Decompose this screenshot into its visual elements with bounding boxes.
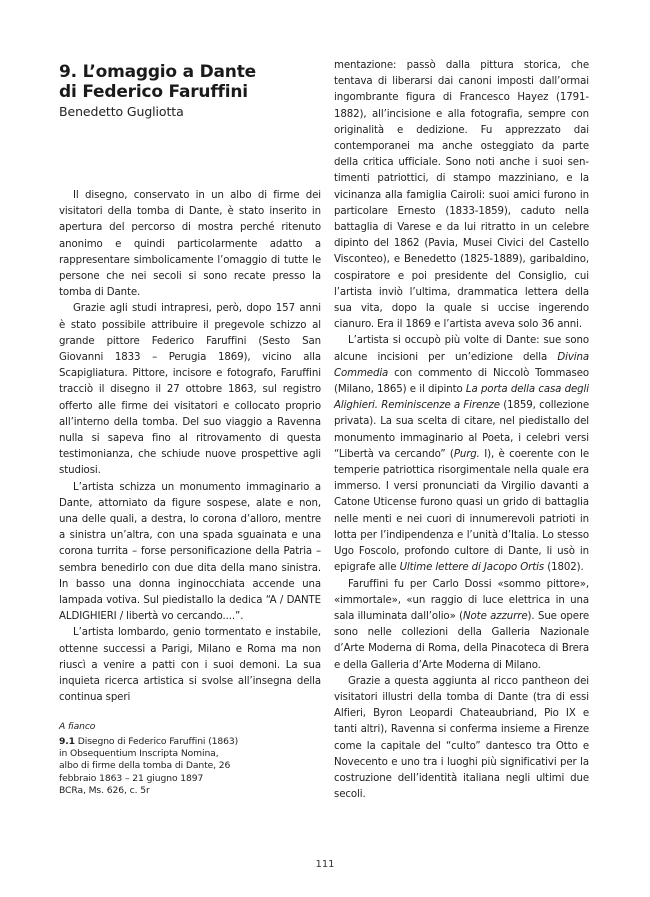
caption-label: A fianco <box>59 720 96 732</box>
figure-caption <box>59 721 321 798</box>
chapter-title-line-1: 9. L’omaggio a Dante <box>59 62 256 82</box>
right-p3-text-a: Faruffini fu per Carlo Dossi «sommo pittore», «immortale», «un raggio di luce elettrica in una sala illuminata dall’olio» ( <box>334 578 589 622</box>
caption-number: 9.1 <box>59 735 75 747</box>
right-p2-title-commedia: Divina Commedia <box>334 351 589 379</box>
left-paragraph-4: L’artista lombardo, genio tormentato e instabile, ottenne successi a Parigi, Milano e Roma ma non riuscì a venire a patti con i suoi demoni. La sua inquieta ricerca artistica si svolse all’insegna della continua speri <box>59 627 321 704</box>
right-p3-note-azzurre: Note azzurre <box>463 610 528 622</box>
right-paragraph-4: Grazie a questa aggiunta al ricco pantheon dei visitatori illustri della tomba di Dante (tra di essi Alfieri, Byron Leopardi Chateaubriand, Pio IX e tanti altri), Ravenna si conferma insieme a Firenze come la capitale del “culto” dantesco tra Otto e Novecento e uno tra i luoghi più significativi per la costruzione dell’identità italiana negli ultimi due secoli. <box>334 675 589 801</box>
chapter-title <box>59 62 321 102</box>
page-number: 111 <box>315 859 335 870</box>
right-p2-text-e: (1859, collezione privata). La sua scelta di citare, nel piedistallo del monumento immaginario al Poeta, i celebri versi “Libertà va cercando” ( <box>334 400 589 460</box>
right-p2-text-a: L’artista si occupò più volte di Dante: sue sono alcune incisioni per un’edizione della <box>334 335 589 363</box>
left-paragraph-2: Grazie agli studi intrapresi, però, dopo 157 anni è stato possibile attribuire il pregevole schizzo al grande pittore Federico Faruffini (Sesto San Giovanni 1833 – Perugia 1869), vicino alla Scapigliatura. Pittore, incisore e fotografo, Faruffini tracciò il disegno il 27 ottobre 1863, sul registro offerto alle firme dei visitatori e collocato proprio all’interno della tomba. Del suo viaggio a Ravenna nulla si sapeva fino al ritrovamento di questa testimonianza, che schiude nuove prospettive agli studiosi. <box>59 303 321 477</box>
right-paragraph-3 <box>334 577 589 674</box>
spacer <box>59 120 321 188</box>
caption-line-5: BCRa, Ms. 626, c. 5r <box>59 784 150 796</box>
left-column <box>59 62 321 797</box>
right-p2-text-i: (1802). <box>544 562 584 574</box>
left-paragraph-3: L’artista schizza un monumento immaginario a Dante, attorniato da figure sospese, alate e non, una delle quali, a destra, lo corona d’alloro, mentre a sinistra un’altra, con una spada sguainata e una corona turrita – forse personificazione della Patria – sembra benedirlo con due dita della mano sinistra. In basso una donna inginocchiata accende una lampada votiva. Sul piedistallo la dedica “A / DANTE ALDIGHIERI / libertà vo cercando....”. <box>59 481 321 623</box>
caption-line-3: albo di firme della tomba di Dante, 26 <box>59 760 231 772</box>
right-paragraph-2 <box>334 333 589 576</box>
chapter-title-line-2: di Federico Faruffini <box>59 82 248 102</box>
caption-text-1: Disegno di Federico Faruffini (1863) <box>74 735 239 747</box>
right-p2-text-c: con commento di Niccolò Tommaseo (Milano, 1865) e il dipinto <box>334 367 589 396</box>
caption-line-1 <box>59 736 321 748</box>
right-p2-title-ortis: Ultime lettere di Jacopo Ortis <box>399 562 545 574</box>
right-p2-purg: Purg. <box>453 448 480 460</box>
right-column <box>334 58 589 803</box>
right-p3-text-c: ). Sue opere sono nelle collezioni della Galleria Nazionale d’Arte Moderna di Roma, della Pinacoteca di Brera e della Galleria d’Arte Moderna di Milano. <box>334 610 589 671</box>
right-p2-text-g: I), è coerente con le temperie patriottica risorgimentale nella quale era immerso. I versi pronunciati da Virgilio davanti a Catone Uticense furono quasi un grido di battaglia nelle menti e nei cuori di innumerevoli patrioti in lotta per l’indipendenza e l’unità d’Italia. Lo stesso Ugo Foscolo, profondo cultore di Dante, li usò in epigrafe alle <box>334 448 590 574</box>
right-p2-title-porta: La porta della casa degli Alighieri. Reminiscenze a Firenze <box>334 384 589 412</box>
author-name: Benedetto Gugliotta <box>59 104 184 119</box>
right-paragraph-1: mentazione: passò dalla pittura storica, che tentava di liberarsi dai canoni imposti dall’ormai ingombrante figura di Francesco Hayez (1791-1882), all’incisione e alla fotografia, sempre con originalità e dedizione. Fu apprezzato dai contemporanei ma anche osteggiato da parte della critica ufficiale. Sono noti anche i suoi sentimenti patriottici, di stampo mazziniano, e la vicinanza alla famiglia Cairoli: suoi amici furono in particolare Ernesto (1833-1859), caduto nella battaglia di Varese e da lui ritratto in un celebre dipinto del 1862 (Pavia, Musei Civici del Castello Visconteo), e Benedetto (1825-1889), garibaldino, cospiratore e poi presidente del Consiglio, cui l’artista inviò l’ultima, drammatica lettera della sua vita, dopo la quale si uccise ingerendo cianuro. Era il 1869 e l’artista aveva solo 36 anni. <box>334 60 589 331</box>
caption-line-4: febbraio 1863 – 21 giugno 1897 <box>59 772 204 784</box>
left-paragraph-1: Il disegno, conservato in un albo di firme dei visitatori della tomba di Dante, è stato inserito in apertura del percorso di mostra perché ritenuto anonimo e quindi particolarmente adatto a rappresentare simbolicamente l’omaggio di tutte le persone che nei secoli si sono recate presso la tomba di Dante. <box>59 190 321 299</box>
caption-line-2: in Obsequentium Inscripta Nomina, <box>59 748 219 760</box>
